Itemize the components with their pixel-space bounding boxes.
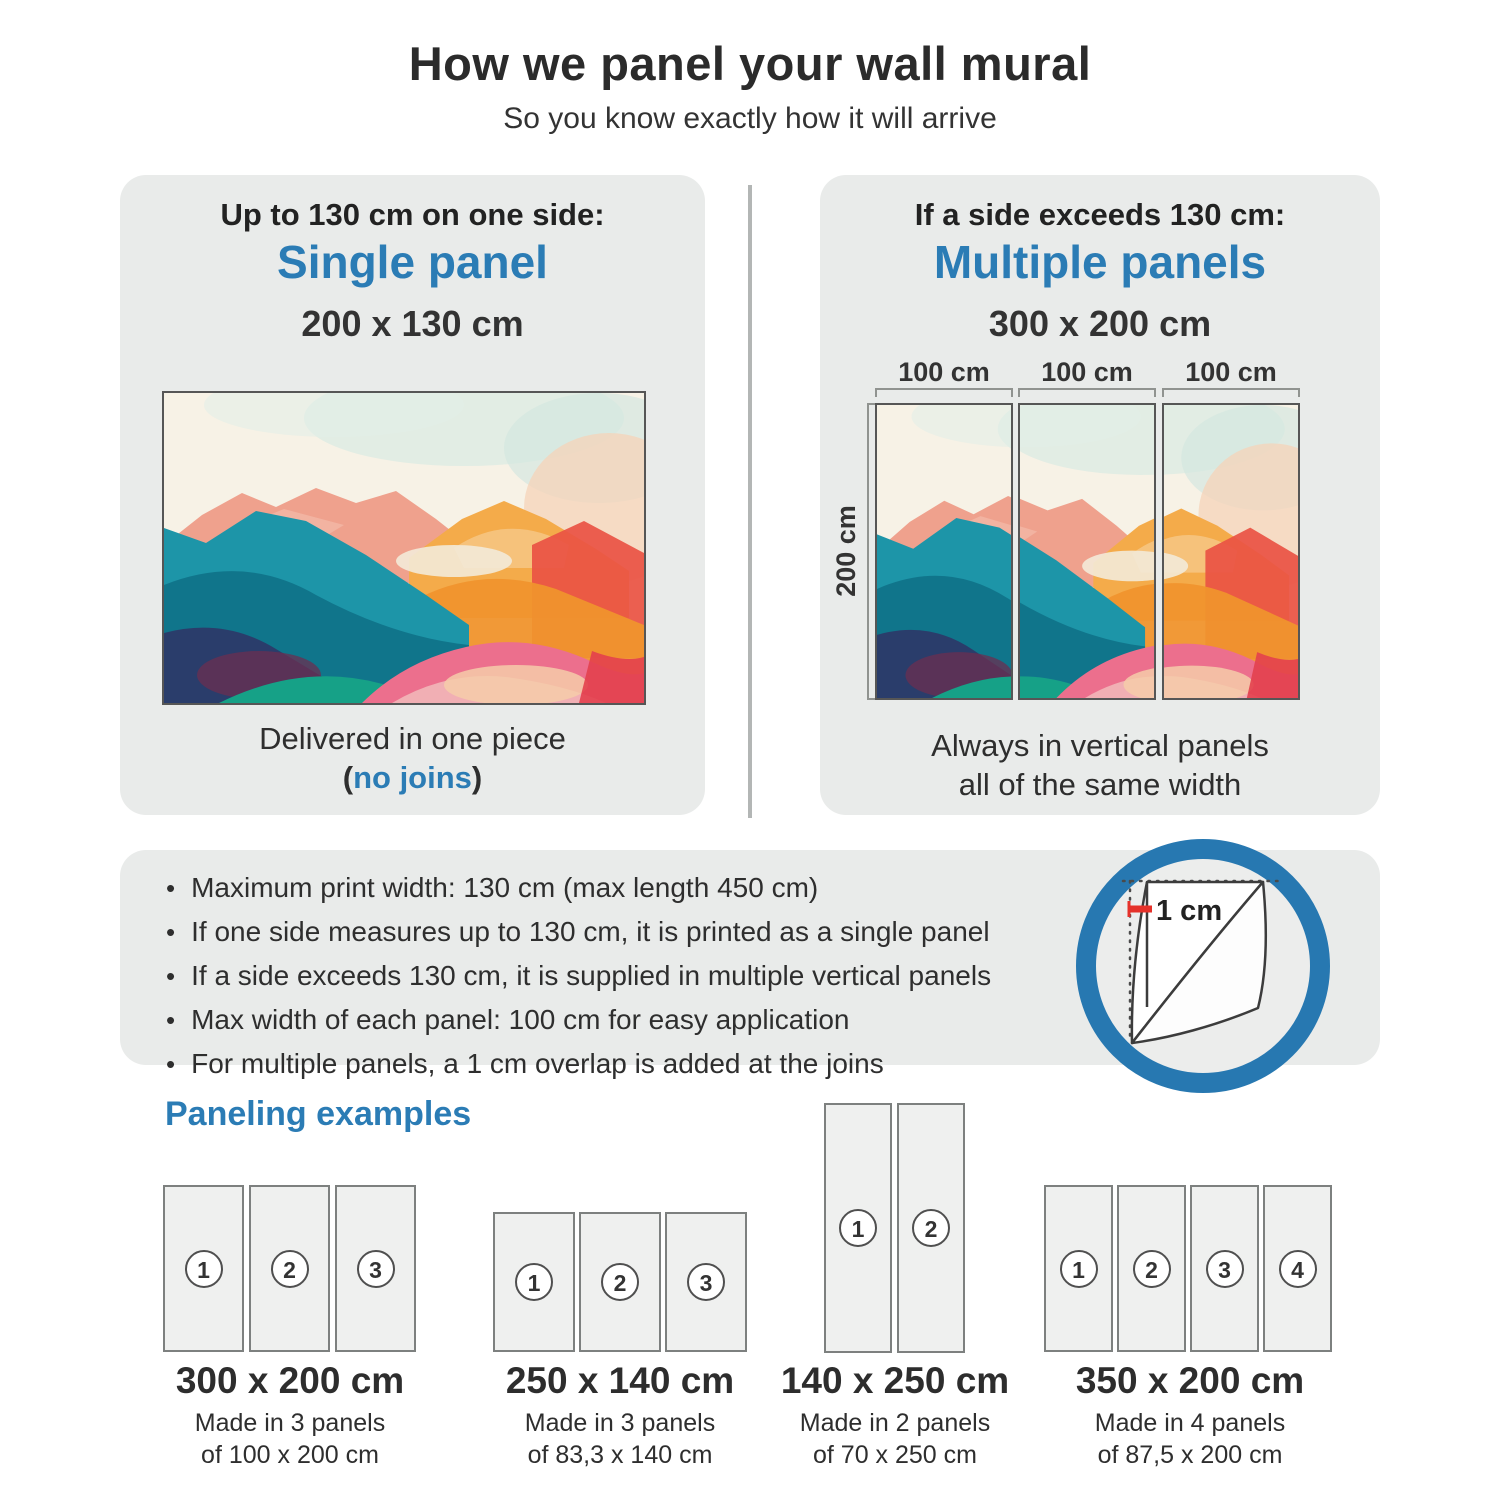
width-bracket-3 bbox=[1162, 388, 1300, 397]
bullet-dot: • bbox=[166, 873, 176, 903]
bullet-dot: • bbox=[166, 917, 176, 947]
example-detail: of 83,3 x 140 cm bbox=[527, 1441, 713, 1469]
panel-number-badge: 1 bbox=[515, 1263, 553, 1301]
example-panel bbox=[1190, 1185, 1259, 1352]
bullet-text: If a side exceeds 130 cm, it is supplied in multiple vertical panels bbox=[191, 960, 992, 991]
example-detail: Made in 3 panels bbox=[194, 1409, 386, 1437]
multiple-panels-condition: If a side exceeds 130 cm: bbox=[914, 197, 1286, 232]
bullet-text: For multiple panels, a 1 cm overlap is added at the joins bbox=[191, 1048, 884, 1079]
overlap-label: 1 cm bbox=[1156, 895, 1223, 927]
bullet-text: Maximum print width: 130 cm (max length 450 cm) bbox=[191, 872, 819, 903]
width-label-2: 100 cm bbox=[1041, 357, 1133, 387]
panel-number-badge: 3 bbox=[1206, 1250, 1244, 1288]
panel-number-badge: 4 bbox=[1279, 1250, 1317, 1288]
multiple-panels-title: Multiple panels bbox=[933, 236, 1267, 288]
example-panel bbox=[163, 1185, 244, 1352]
example-size: 300 x 200 cm bbox=[175, 1360, 405, 1401]
panel-number-badge: 2 bbox=[601, 1263, 639, 1301]
example-panel bbox=[665, 1212, 747, 1352]
mural-panel-slice-2 bbox=[1018, 403, 1156, 700]
panel-number-badge: 2 bbox=[912, 1209, 950, 1247]
width-bracket-1 bbox=[875, 388, 1013, 397]
overlap-page-curl-icon bbox=[1075, 838, 1331, 1094]
bullet-item bbox=[166, 998, 991, 1042]
example-panel bbox=[493, 1212, 575, 1352]
page-title: How we panel your wall mural bbox=[408, 37, 1092, 90]
bullet-item bbox=[166, 1042, 991, 1086]
panel-number-badge: 1 bbox=[1060, 1250, 1098, 1288]
example-panel bbox=[579, 1212, 661, 1352]
single-panel-title: Single panel bbox=[277, 236, 548, 288]
multiple-panels-caption-2: all of the same width bbox=[958, 767, 1242, 802]
mural-panel-slice-1 bbox=[875, 403, 1013, 700]
example-detail: Made in 4 panels bbox=[1094, 1409, 1286, 1437]
panel-number-badge: 2 bbox=[1133, 1250, 1171, 1288]
example-panel bbox=[897, 1103, 965, 1353]
width-label-3: 100 cm bbox=[1185, 357, 1277, 387]
example-panel bbox=[335, 1185, 416, 1352]
example-panel bbox=[1117, 1185, 1186, 1352]
single-panel-condition: Up to 130 cm on one side: bbox=[220, 197, 605, 232]
multiple-panels-card bbox=[820, 175, 1380, 815]
bullet-text: Max width of each panel: 100 cm for easy application bbox=[191, 1004, 850, 1035]
mural-artwork bbox=[877, 405, 1013, 700]
panel-number-badge: 1 bbox=[185, 1250, 223, 1288]
mural-panel-slice-3 bbox=[1162, 403, 1300, 700]
bullet-item bbox=[166, 910, 991, 954]
panel-number-badge: 2 bbox=[271, 1250, 309, 1288]
bullet-dot: • bbox=[166, 1005, 176, 1035]
height-label: 200 cm bbox=[831, 505, 861, 597]
example-detail: of 100 x 200 cm bbox=[201, 1441, 379, 1469]
single-panel-note bbox=[120, 760, 705, 796]
examples-heading: Paneling examples bbox=[165, 1095, 472, 1133]
single-panel-size: 200 x 130 cm bbox=[301, 303, 524, 344]
bullet-item bbox=[166, 954, 991, 998]
example-panel bbox=[249, 1185, 330, 1352]
bullet-dot: • bbox=[166, 1049, 176, 1079]
multiple-panels-caption-1: Always in vertical panels bbox=[931, 728, 1269, 763]
example-size: 140 x 250 cm bbox=[780, 1360, 1010, 1401]
page-subtitle: So you know exactly how it will arrive bbox=[503, 102, 997, 135]
bullet-item bbox=[166, 866, 991, 910]
example-size: 350 x 200 cm bbox=[1075, 1360, 1305, 1401]
single-panel-card bbox=[120, 175, 705, 815]
example-detail: of 87,5 x 200 cm bbox=[1097, 1441, 1283, 1469]
example-panel bbox=[1044, 1185, 1113, 1352]
single-panel-caption: Delivered in one piece bbox=[259, 721, 566, 756]
example-panel bbox=[824, 1103, 892, 1353]
bullet-dot: • bbox=[166, 961, 176, 991]
width-bracket-2 bbox=[1018, 388, 1156, 397]
note-paren-open: ( bbox=[342, 760, 354, 795]
panel-number-badge: 1 bbox=[839, 1209, 877, 1247]
mural-artwork bbox=[1018, 405, 1156, 700]
mural-artwork bbox=[1162, 405, 1300, 700]
mural-artwork bbox=[164, 393, 644, 703]
example-detail: Made in 3 panels bbox=[524, 1409, 716, 1437]
example-detail: Made in 2 panels bbox=[799, 1409, 991, 1437]
panel-number-badge: 3 bbox=[687, 1263, 725, 1301]
note-paren-close: ) bbox=[471, 760, 483, 795]
info-bullet-list bbox=[166, 866, 991, 1086]
card-divider bbox=[748, 185, 752, 818]
multiple-panels-size: 300 x 200 cm bbox=[988, 303, 1212, 344]
width-label-1: 100 cm bbox=[898, 357, 990, 387]
example-detail: of 70 x 250 cm bbox=[813, 1441, 977, 1469]
example-panel bbox=[1263, 1185, 1332, 1352]
single-panel-mural-image bbox=[162, 391, 646, 705]
bullet-text: If one side measures up to 130 cm, it is printed as a single panel bbox=[191, 916, 990, 947]
no-joins-text: no joins bbox=[353, 760, 472, 795]
panel-number-badge: 3 bbox=[357, 1250, 395, 1288]
example-size: 250 x 140 cm bbox=[505, 1360, 735, 1401]
